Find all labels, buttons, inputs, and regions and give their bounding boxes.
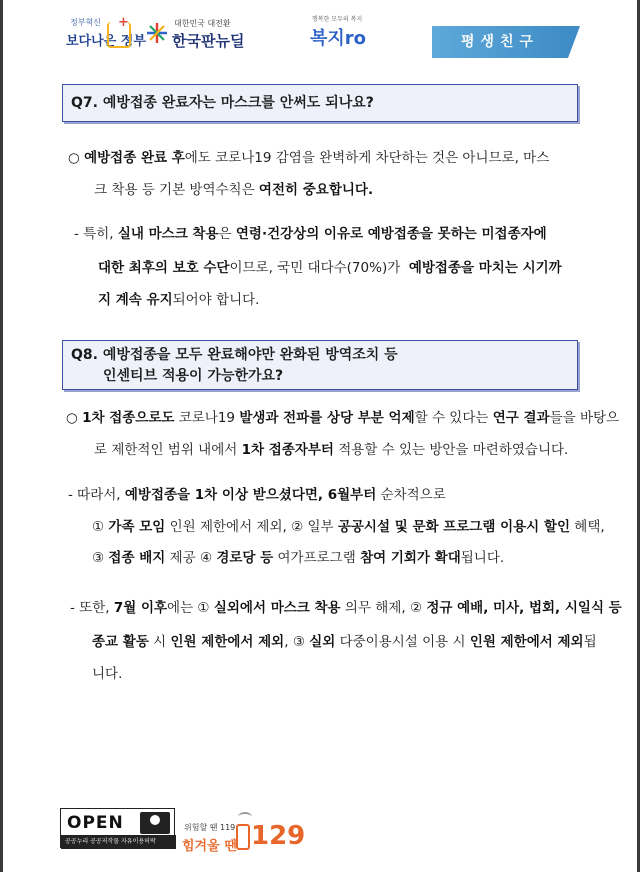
body-text: 코로나19 bbox=[174, 410, 240, 426]
body-text: 다중이용시설 이용 시 bbox=[335, 634, 470, 650]
gov-logo-small-text: 정부혁신 bbox=[70, 18, 101, 27]
body-text: 혜택, bbox=[570, 519, 605, 535]
emphasis-text: 대한 최후의 보호 수단 bbox=[98, 260, 230, 276]
body-text: 적용할 수 있는 방안을 마련하였습니다. bbox=[333, 442, 569, 458]
body-text: 에도 코로나19 감염을 완벽하게 차단하는 것은 아니므로, 마스 bbox=[184, 150, 550, 166]
tag-notch bbox=[568, 26, 580, 58]
bokjiro-logo bbox=[310, 12, 376, 52]
emphasis-text: 정규 예배, 미사, 법회, 시일식 등 bbox=[426, 600, 622, 616]
body-text: 됩니다. bbox=[460, 550, 505, 566]
q7-answer-line-1 bbox=[68, 140, 549, 176]
body-text: 여가프로그램 bbox=[273, 550, 361, 566]
body-text: 에는 ① bbox=[167, 600, 214, 616]
question-title-line-1: Q8. 예방접종을 모두 완료해야만 완화된 방역조치 등 bbox=[71, 347, 398, 363]
emphasis-text: 연령·건강상의 이유로 예방접종을 못하는 미접종자에 bbox=[235, 226, 547, 242]
korean-new-deal-logo bbox=[146, 16, 256, 52]
q8-answer-line-5 bbox=[92, 540, 504, 576]
body-text: 할 수 있다는 bbox=[414, 410, 493, 426]
emphasis-text: 예방접종을 마치는 시기까 bbox=[408, 260, 562, 276]
emphasis-text: 예방접종을 1차 이상 받으셨다면, 6월부터 bbox=[124, 487, 377, 503]
emphasis-text: 경로당 등 bbox=[216, 550, 274, 566]
body-text: - 특히, bbox=[74, 226, 118, 242]
body-text: 들을 바탕으 bbox=[549, 410, 620, 426]
emphasis-text: 참여 기회가 확대 bbox=[360, 550, 461, 566]
q7-answer-line-4 bbox=[98, 250, 562, 286]
body-text: 시 bbox=[148, 634, 171, 650]
question-title-line-2: 인센티브 적용이 가능한가요? bbox=[103, 368, 284, 384]
emphasis-text: 인원 제한에서 제외 bbox=[469, 634, 584, 650]
gov-logo-text: 보다나은 정부 bbox=[66, 34, 146, 49]
emphasis-text: 발생과 전파를 상당 부분 억제 bbox=[239, 410, 415, 426]
body-text: 되어야 합니다. bbox=[172, 292, 260, 308]
emphasis-text: 실외에서 마스크 착용 bbox=[213, 600, 341, 616]
open-license-subtext: 공공누리 공공저작물 자유이용허락 bbox=[61, 835, 176, 849]
attribution-person-icon bbox=[140, 812, 170, 834]
bokjiro-small-text: 행복한 모두의 복지 bbox=[312, 16, 363, 23]
q8-answer-line-8 bbox=[92, 656, 122, 692]
body-text: ① bbox=[92, 519, 109, 535]
emphasis-text: 공공시설 및 문화 프로그램 이용시 할인 bbox=[337, 519, 570, 535]
emphasis-text: 지 계속 유지 bbox=[98, 292, 173, 308]
q7-answer-line-3 bbox=[74, 216, 547, 252]
q7-answer-line-5 bbox=[98, 282, 259, 318]
open-license-badge[interactable] bbox=[60, 808, 175, 848]
emphasis-text: 종교 활동 bbox=[92, 634, 149, 650]
emphasis-text: 7월 이후 bbox=[113, 600, 168, 616]
open-license-label: OPEN bbox=[67, 813, 124, 833]
body-text: 순차적으로 bbox=[376, 487, 446, 503]
emphasis-text: 인원 제한에서 제외 bbox=[170, 634, 285, 650]
emphasis-text: 여전히 중요합니다. bbox=[258, 182, 374, 198]
gov-innovation-logo bbox=[66, 15, 146, 51]
emphasis-text: 실외 bbox=[309, 634, 336, 650]
body-text: ○ bbox=[66, 410, 83, 426]
body-text: 이므로, 국민 대다수(70%)가 bbox=[229, 260, 409, 276]
hotline-number[interactable]: 129 bbox=[251, 821, 306, 851]
plus-icon: + bbox=[118, 15, 129, 30]
spark-icon bbox=[146, 22, 168, 44]
body-text: 니다. bbox=[92, 666, 123, 682]
page-border-left bbox=[0, 0, 3, 872]
emphasis-text: 접종 배지 bbox=[108, 550, 166, 566]
emphasis-text: 연구 결과 bbox=[492, 410, 550, 426]
question-box-q8 bbox=[62, 340, 578, 390]
phone-icon bbox=[236, 824, 250, 850]
newdeal-small-text: 대한민국 대전환 bbox=[174, 19, 231, 28]
bokjiro-text: 복지ro bbox=[310, 28, 367, 49]
body-text: 크 착용 등 기본 방역수칙은 bbox=[94, 182, 259, 198]
q8-answer-line-1 bbox=[66, 400, 619, 436]
body-text: ○ bbox=[68, 150, 85, 166]
signal-waves-icon bbox=[238, 812, 252, 822]
emphasis-text: 예방접종 완료 후 bbox=[84, 150, 185, 166]
page-footer bbox=[60, 808, 310, 860]
body-text: 로 제한적인 범위 내에서 bbox=[94, 442, 242, 458]
body-text: , ③ bbox=[284, 634, 310, 650]
q8-answer-line-2 bbox=[94, 432, 568, 468]
q8-answer-line-6 bbox=[70, 590, 622, 626]
q8-answer-line-3 bbox=[68, 477, 446, 513]
question-box-q7 bbox=[62, 84, 578, 122]
emphasis-text: 1차 접종자부터 bbox=[241, 442, 334, 458]
body-text: 은 bbox=[218, 226, 236, 242]
emphasis-text: 가족 모임 bbox=[108, 519, 166, 535]
q7-answer-line-2 bbox=[94, 172, 373, 208]
body-text: 인원 제한에서 제외, ② 일부 bbox=[165, 519, 338, 535]
body-text: ③ bbox=[92, 550, 109, 566]
body-text: 의무 해제, ② bbox=[340, 600, 427, 616]
body-text: 제공 ④ bbox=[165, 550, 217, 566]
emphasis-text: 1차 접종으로도 bbox=[82, 410, 175, 426]
page-header bbox=[0, 0, 640, 70]
body-text: - 또한, bbox=[70, 600, 114, 616]
lifelong-friend-tag: 평생친구 bbox=[432, 26, 568, 58]
emphasis-text: 실내 마스크 착용 bbox=[117, 226, 219, 242]
newdeal-text: 한국판뉴딜 bbox=[172, 32, 245, 50]
question-title: Q7. 예방접종 완료자는 마스크를 안써도 되나요? bbox=[71, 95, 374, 111]
body-text: 됩 bbox=[583, 634, 597, 650]
q8-answer-line-7 bbox=[92, 624, 597, 660]
hotline-label: 힘겨울 땐 bbox=[182, 839, 237, 854]
hotline-119-text: 위험할 땐 119 bbox=[184, 823, 236, 832]
body-text: - 따라서, bbox=[68, 487, 125, 503]
